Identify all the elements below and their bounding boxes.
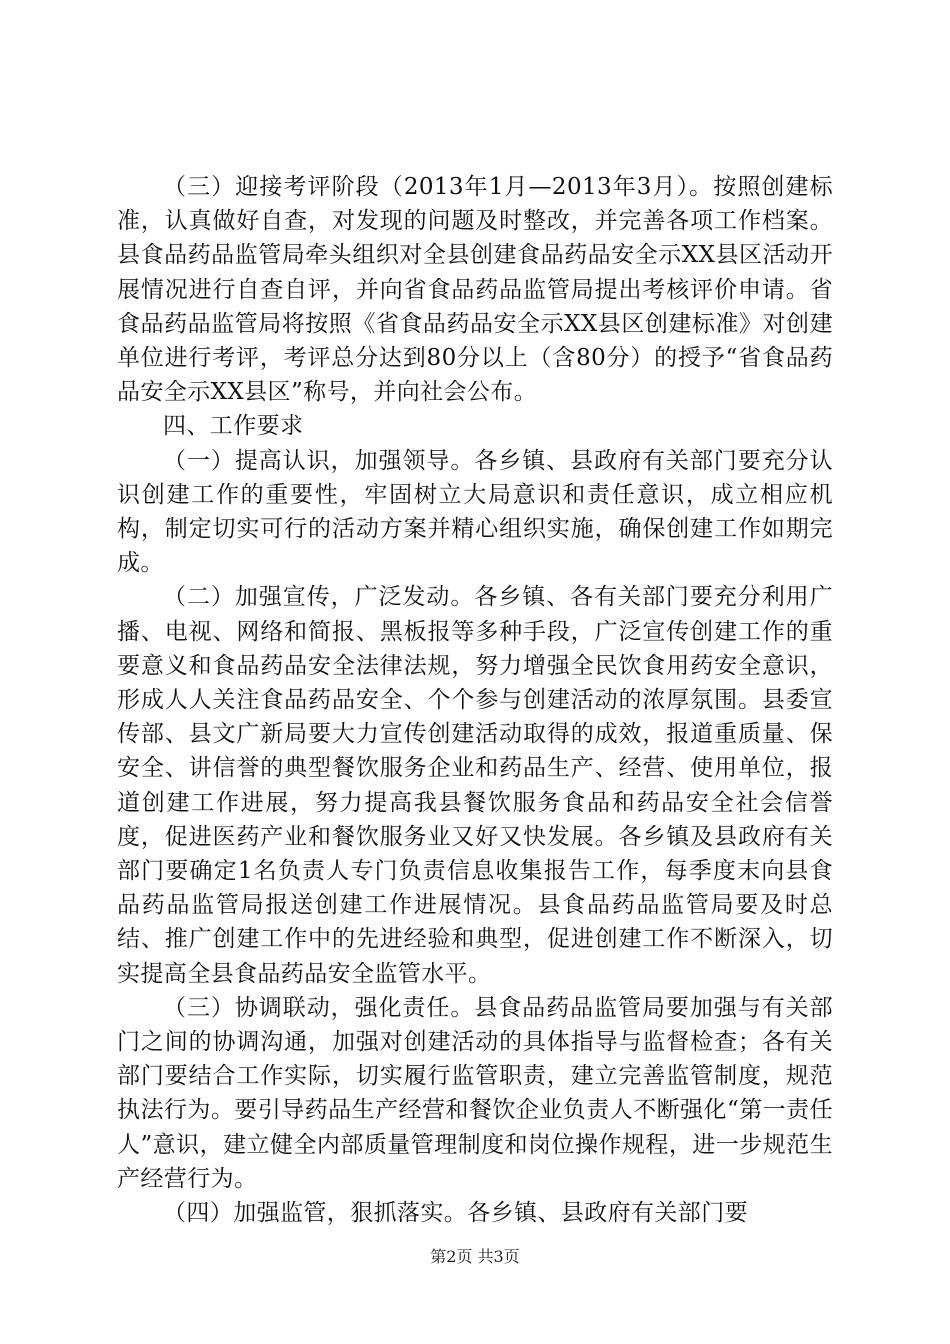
paragraph-publicity: （二）加强宣传，广泛发动。各乡镇、各有关部门要充分利用广播、电视、网络和简报、黑板报等多种手段，广泛宣传创建工作的重要意义和食品药品安全法律法规，努力增强全民饮食用药安全意识，形成人人关注食品药品安全、个个参与创建活动的浓厚氛围。县委宣传部、县文广新局要大力宣传创建活动取得的成效，报道重质量、保安全、讲信誉的典型餐饮服务企业和药品生产、经营、使用单位，报道创建工作进展，努力提高我县餐饮服务食品和药品安全社会信誉度，促进医药产业和餐饮服务业又好又快发展。各乡镇及县政府有关部门要确定1名负责人专门负责信息收集报告工作，每季度末向县食品药品监管局报送创建工作进展情况。县食品药品监管局要及时总结、推广创建工作中的先进经验和典型，促进创建工作不断深入，切实提高全县食品药品安全监管水平。 (117, 584, 833, 987)
section-heading-work-requirements: 四、工作要求 (163, 413, 304, 440)
paragraph-evaluation-stage: （三）迎接考评阶段（2013年1月—2013年3月）。按照创建标准，认真做好自查，对发现的问题及时整改，并完善各项工作档案。县食品药品监管局牵头组织对全县创建食品药品安全示XX县区活动开展情况进行自查自评，并向省食品药品监管局提出考核评价申请。省食品药品监管局将按照《省食品药品安全示XX县区创建标准》对创建单位进行考评，考评总分达到80分以上（含80分）的授予“省食品药品安全示XX县区”称号，并向社会公布。 (117, 174, 833, 406)
paragraph-raise-awareness: （一）提高认识，加强领导。各乡镇、县政府有关部门要充分认识创建工作的重要性，牢固树立大局意识和责任意识，成立相应机构，制定切实可行的活动方案并精心组织实施，确保创建工作如期完成。 (117, 447, 833, 577)
page-number-footer: 第2页 共3页 (430, 1247, 520, 1266)
paragraph-supervision: （四）加强监管，狠抓落实。各乡镇、县政府有关部门要 (163, 1200, 748, 1227)
document-body (117, 170, 833, 1230)
paragraph-coordination: （三）协调联动，强化责任。县食品药品监管局要加强与有关部门之间的协调沟通，加强对创建活动的具体指导与监督检查；各有关部门要结合工作实际，切实履行监管职责，建立完善监管制度，规范执法行为。要引导药品生产经营和餐饮企业负责人不断强化“第一责任人”意识，建立健全内部质量管理制度和岗位操作规程，进一步规范生产经营行为。 (117, 994, 833, 1192)
